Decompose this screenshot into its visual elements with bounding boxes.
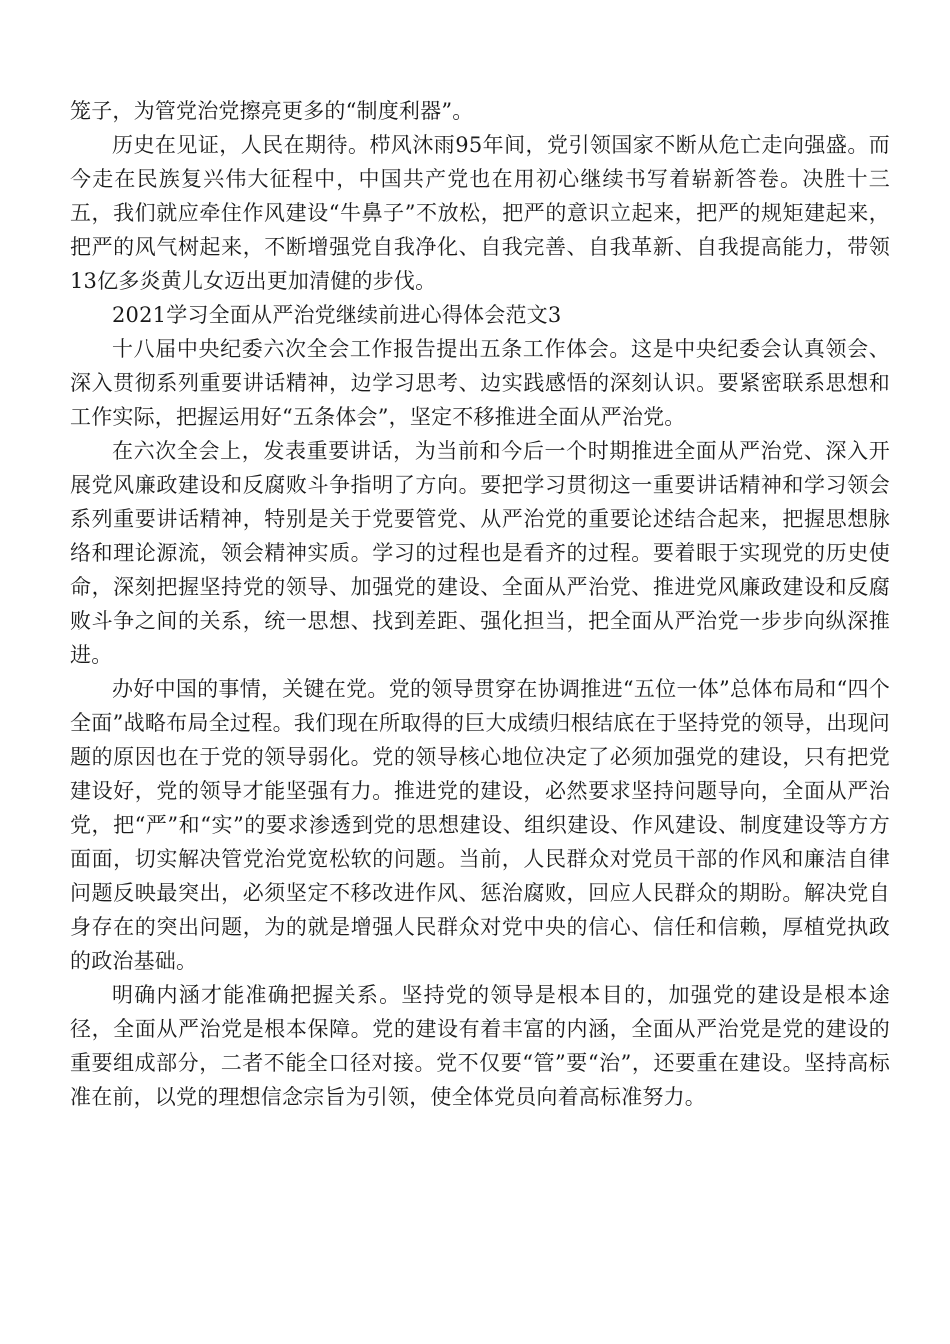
paragraph-5: 办好中国的事情，关键在党。党的领导贯穿在协调推进“五位一体”总体布局和“四个全面”战略布局全过程。我们现在所取得的巨大成绩归根结底在于坚持党的领导，出现问题的原因也在于党的领导弱化。党的领导核心地位决定了必须加强党的建设，只有把党建设好，党的领导才能坚强有力。推进党的建设，必然要求坚持问题导向，全面从严治党，把“严”和“实”的要求渗透到党的思想建设、组织建设、作风建设、制度建设等方方面面，切实解决管党治党宽松软的问题。当前，人民群众对党员干部的作风和廉洁自律问题反映最突出，必须坚定不移改进作风、惩治腐败，回应人民群众的期盼。解决党自身存在的突出问题，为的就是增强人民群众对党中央的信心、信任和信赖，厚植党执政的政治基础。 xyxy=(70,677,890,973)
paragraph-4: 在六次全会上，发表重要讲话，为当前和今后一个时期推进全面从严治党、深入开展党风廉政建设和反腐败斗争指明了方向。要把学习贯彻这一重要讲话精神和学习领会系列重要讲话精神，特别是关于党要管党、从严治党的重要论述结合起来，把握思想脉络和理论源流，领会精神实质。学习的过程也是看齐的过程。要着眼于实现党的历史使命，深刻把握坚持党的领导、加强党的建设、全面从严治党、推进党风廉政建设和反腐败斗争之间的关系，统一思想、找到差距、强化担当，把全面从严治党一步步向纵深推进。 xyxy=(70,439,890,667)
paragraph-3: 十八届中央纪委六次全会工作报告提出五条工作体会。这是中央纪委会认真领会、深入贯彻系列重要讲话精神，边学习思考、边实践感悟的深刻认识。要紧密联系思想和工作实际，把握运用好“五条体会”，坚定不移推进全面从严治党。 xyxy=(70,337,890,429)
paragraph-6: 明确内涵才能准确把握关系。坚持党的领导是根本目的，加强党的建设是根本途径，全面从严治党是根本保障。党的建设有着丰富的内涵，全面从严治党是党的建设的重要组成部分，二者不能全口径对接。党不仅要“管”要“治”，还要重在建设。坚持高标准在前，以党的理想信念宗旨为引领，使全体党员向着高标准努力。 xyxy=(70,983,890,1109)
paragraph-1: 笼子，为管党治党擦亮更多的“制度利器”。 xyxy=(70,99,474,123)
section-heading: 2021学习全面从严治党继续前进心得体会范文3 xyxy=(112,303,562,327)
document-body xyxy=(70,94,890,1114)
paragraph-2: 历史在见证，人民在期待。栉风沐雨95年间，党引领国家不断从危亡走向强盛。而今走在民族复兴伟大征程中，中国共产党也在用初心继续书写着崭新答卷。决胜十三五，我们就应牵住作风建设“牛鼻子”不放松，把严的意识立起来，把严的规矩建起来，把严的风气树起来，不断增强党自我净化、自我完善、自我革新、自我提高能力，带领13亿多炎黄儿女迈出更加清健的步伐。 xyxy=(70,133,890,293)
